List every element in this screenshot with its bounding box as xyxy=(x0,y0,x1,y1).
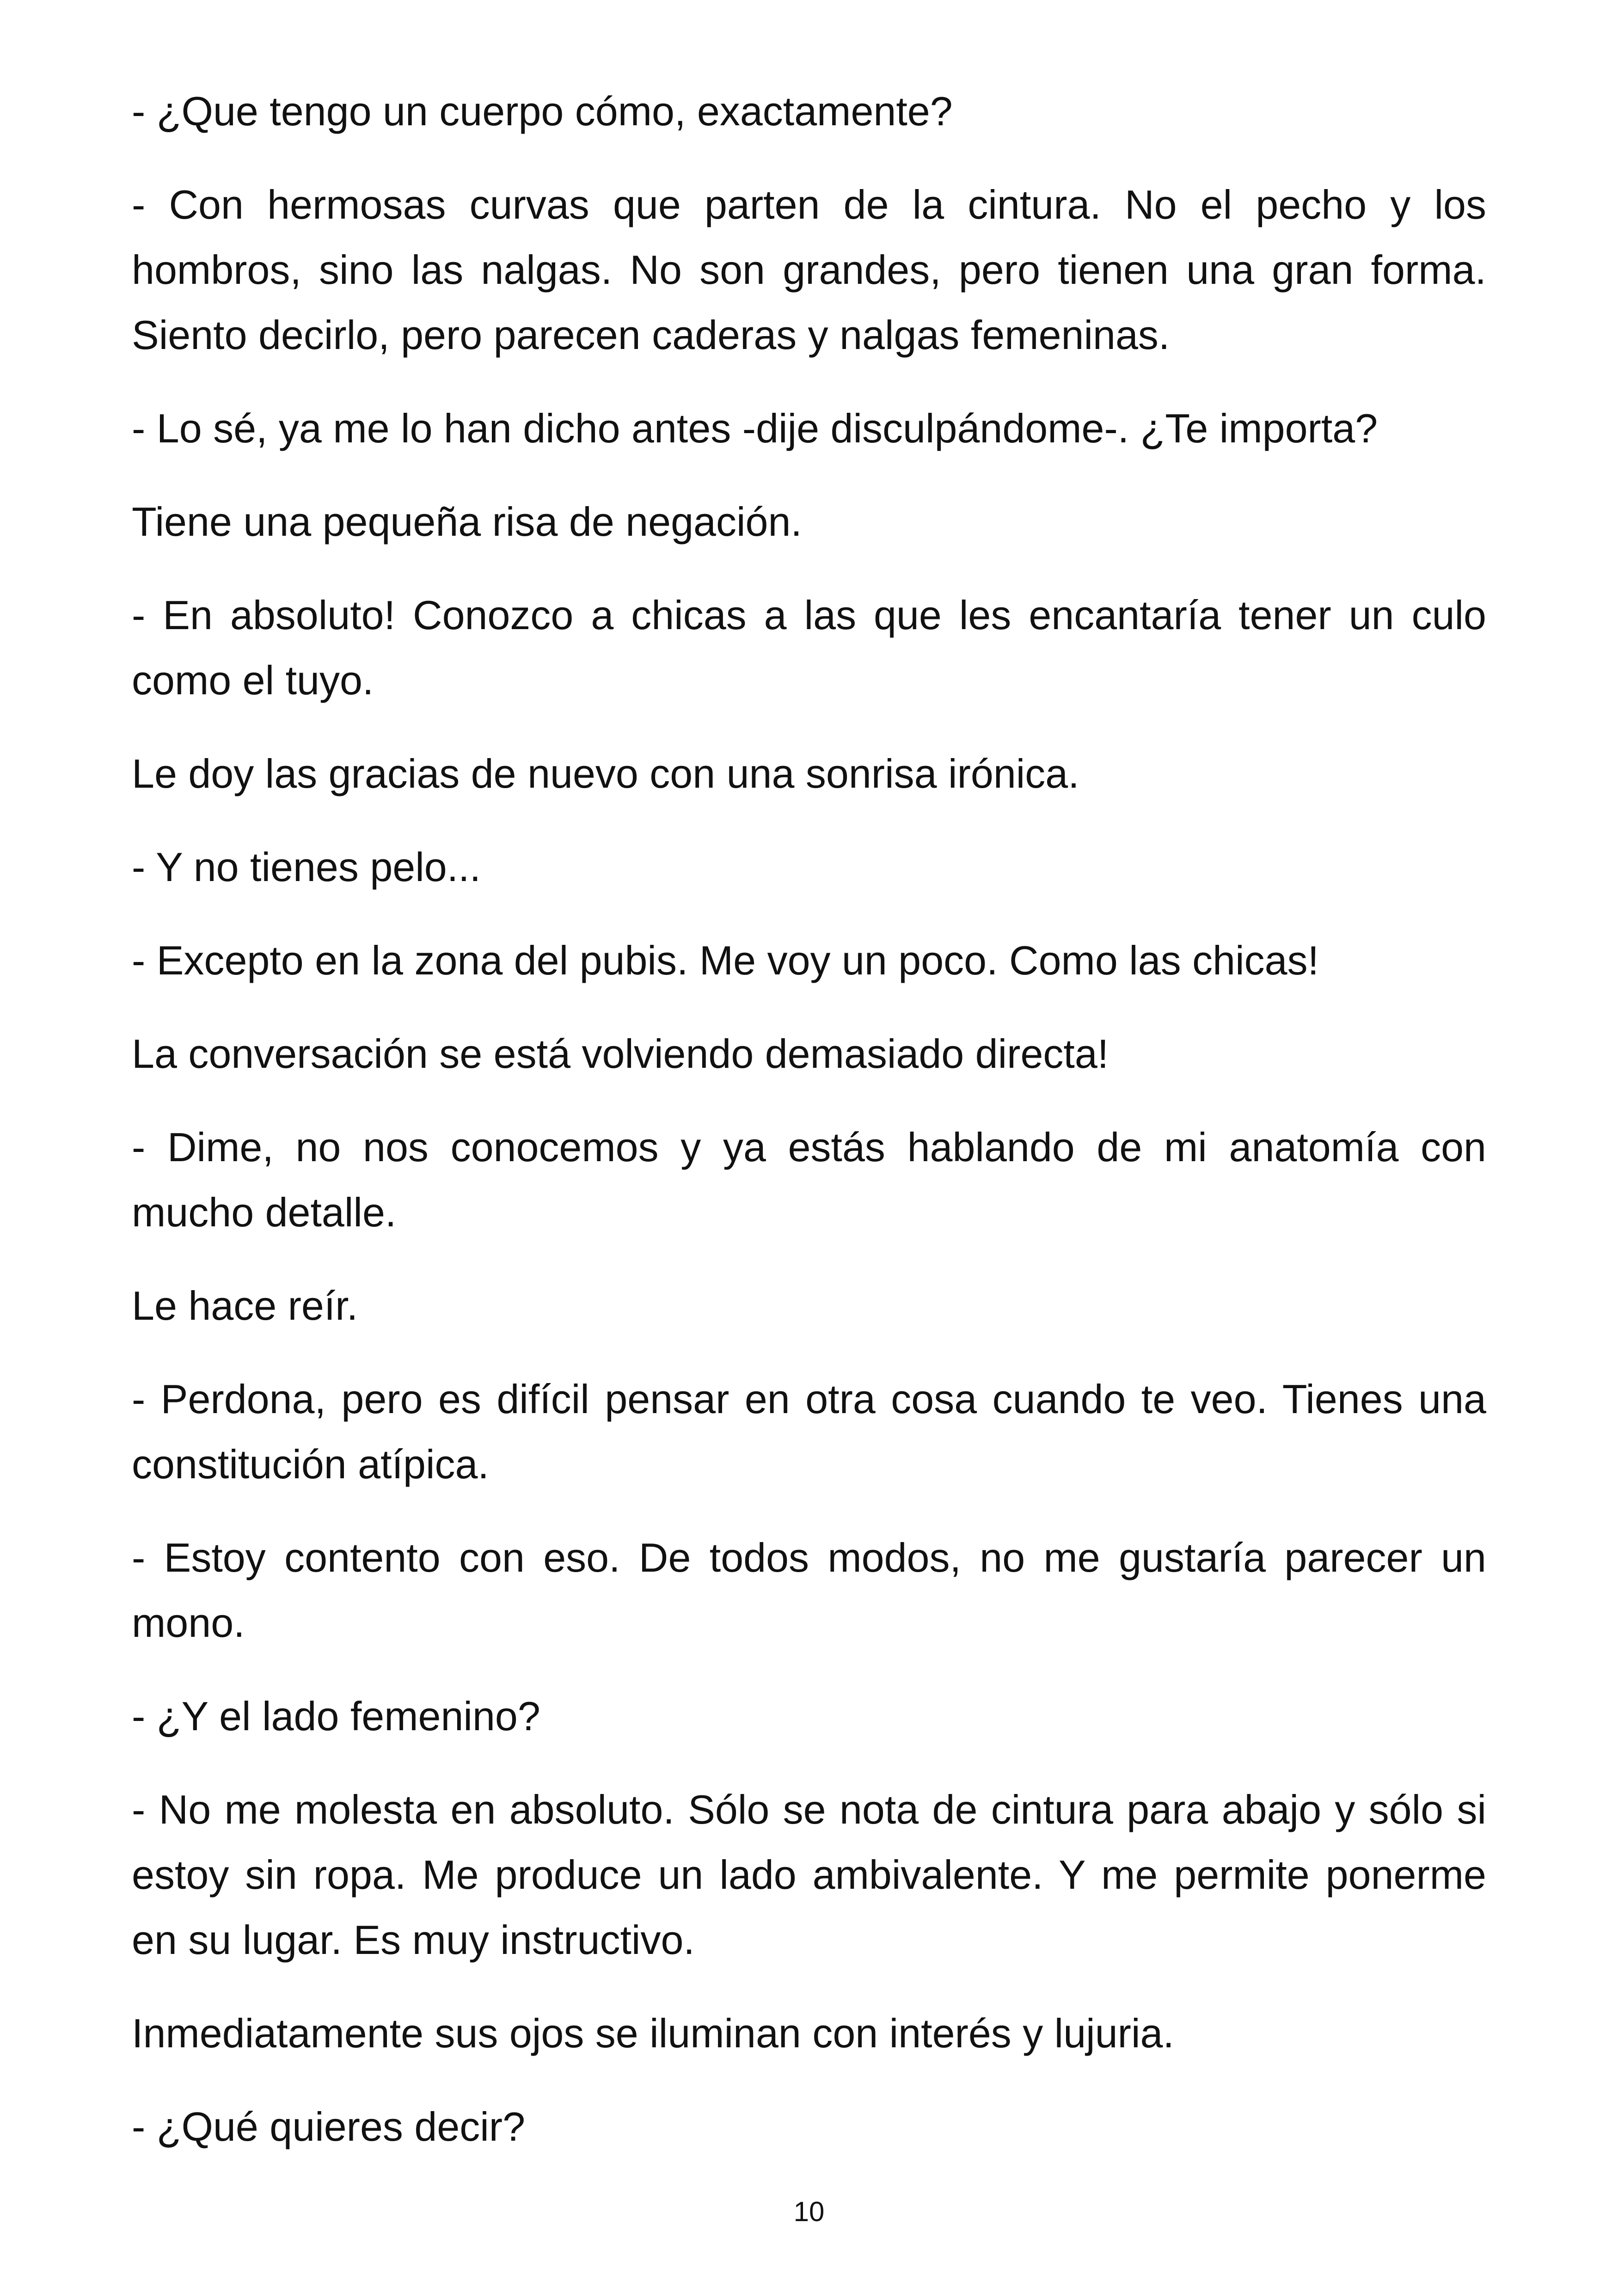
paragraph: Inmediatamente sus ojos se iluminan con interés y lujuria. xyxy=(132,2010,1174,2056)
paragraph: - ¿Y el lado femenino? xyxy=(132,1693,540,1739)
paragraph: - Dime, no nos conocemos y ya estás hablando de mi anatomía con mucho detalle. xyxy=(132,1124,1486,1235)
paragraph: - Y no tienes pelo... xyxy=(132,844,481,890)
paragraph: - ¿Que tengo un cuerpo cómo, exactamente? xyxy=(132,88,953,134)
paragraph: - Lo sé, ya me lo han dicho antes -dije disculpándome-. ¿Te importa? xyxy=(132,405,1378,451)
paragraph: La conversación se está volviendo demasiado directa! xyxy=(132,1031,1109,1077)
page-number: 10 xyxy=(793,2196,825,2227)
paragraph: - En absoluto! Conozco a chicas a las que les encantaría tener un culo como el tuyo. xyxy=(132,592,1486,703)
paragraph: Tiene una pequeña risa de negación. xyxy=(132,499,802,545)
paragraph: - Estoy contento con eso. De todos modos, no me gustaría parecer un mono. xyxy=(132,1535,1486,1646)
paragraph: - No me molesta en absoluto. Sólo se nota de cintura para abajo y sólo si estoy sin ropa. Me produce un lado ambivalente. Y me permite ponerme en su lugar. Es muy instructivo. xyxy=(132,1787,1486,1963)
paragraph: - Excepto en la zona del pubis. Me voy un poco. Como las chicas! xyxy=(132,937,1319,983)
paragraph: Le doy las gracias de nuevo con una sonrisa irónica. xyxy=(132,751,1079,796)
paragraph: - Con hermosas curvas que parten de la cintura. No el pecho y los hombros, sino las nalgas. No son grandes, pero tienen una gran forma. Siento decirlo, pero parecen caderas y nalgas femeninas. xyxy=(132,182,1486,358)
body-text xyxy=(132,79,1486,2187)
paragraph: - ¿Qué quieres decir? xyxy=(132,2104,526,2149)
paragraph: - Perdona, pero es difícil pensar en otra cosa cuando te veo. Tienes una constitución atípica. xyxy=(132,1376,1486,1487)
paragraph: Le hace reír. xyxy=(132,1283,358,1329)
